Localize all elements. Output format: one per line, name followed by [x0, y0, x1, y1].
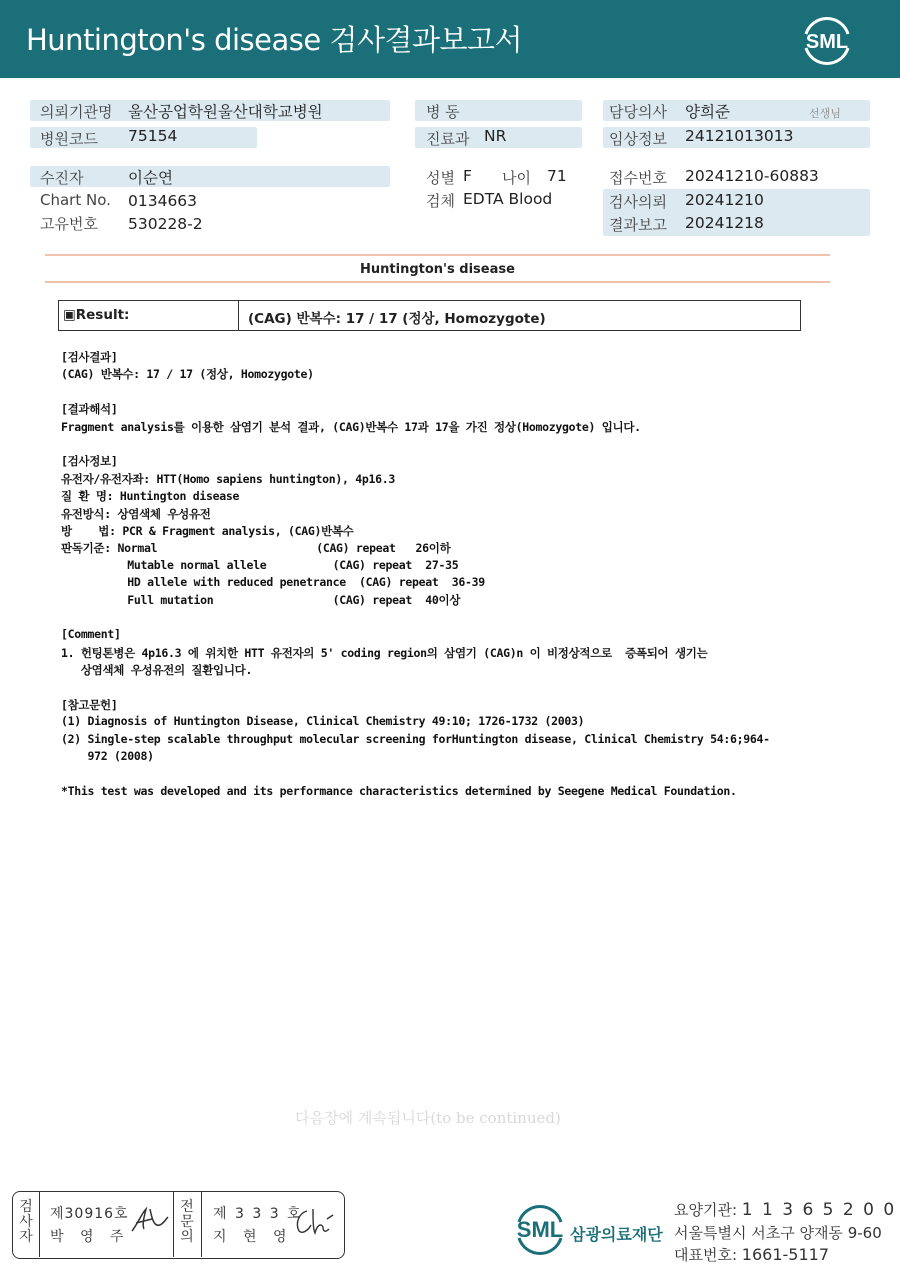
footer-sml-logo-icon — [510, 1200, 570, 1256]
section-rule-bottom — [45, 281, 830, 283]
report-body-line — [61, 384, 770, 401]
report-body-line: Mutable normal allele (CAG) repeat 27-35 — [61, 557, 459, 572]
section-rule-top — [45, 254, 830, 256]
hospital-code-label: 병원코드 — [40, 130, 98, 148]
receipt-no-value: 20241210-60883 — [685, 167, 819, 185]
report-body-line: 유전방식: 상염색체 우성유전 — [61, 506, 211, 521]
report-body-line: 유전자/유전자좌: HTT(Homo sapiens huntington), 4p16.3 — [61, 471, 395, 486]
request-date-value: 20241210 — [685, 191, 764, 209]
department-label: 진료과 — [426, 130, 470, 148]
footer-brand: 삼광의료재단 — [570, 1225, 663, 1244]
hospital-code-value: 75154 — [128, 127, 178, 145]
patient-row — [30, 166, 390, 187]
institution-value: 울산공업학원울산대학교병원 — [128, 103, 323, 121]
chart-no-label: Chart No. — [40, 191, 111, 209]
report-body-line: (CAG) 반복수: 17 / 17 (정상, Homozygote) — [61, 367, 314, 382]
report-body-line: [Comment] — [61, 627, 121, 642]
age-label: 나이 — [502, 169, 531, 187]
report-body-line: HD allele with reduced penetrance (CAG) repeat 36-39 — [61, 575, 485, 590]
report-body-line: 방 법: PCR & Fragment analysis, (CAG)반복수 — [61, 523, 354, 538]
report-body-line: (2) Single-step scalable throughput molecular screening forHuntington disease, Clinical Chemistry 54:6;964- — [61, 731, 770, 746]
report-body-line: [검사정보] — [61, 454, 118, 469]
footer-code-label: 요양기관: — [674, 1201, 738, 1219]
report-body-line — [61, 610, 770, 627]
result-label: ▣Result: — [63, 307, 130, 323]
examiner-signature-icon — [130, 1205, 170, 1235]
section-title: Huntington's disease — [360, 262, 515, 277]
specimen-label: 검체 — [426, 192, 455, 210]
report-date-value: 20241218 — [685, 214, 764, 232]
report-body-line: Fragment analysis를 이용한 삼염기 분석 결과, (CAG)반복수 17과 17을 가진 정상(Homozygote) 입니다. — [61, 419, 641, 434]
receipt-no-label: 접수번호 — [609, 169, 667, 187]
report-body-line: 상염색체 우성유전의 질환입니다. — [61, 663, 253, 678]
patient-label: 수진자 — [40, 169, 84, 187]
continued-note: 다음장에 계속됩니다(to be continued) — [295, 1109, 561, 1127]
specimen-value: EDTA Blood — [463, 190, 553, 208]
specialist-signature-icon — [293, 1205, 335, 1237]
sex-label: 성별 — [426, 169, 455, 187]
specialist-name: 지 현 영 — [213, 1229, 293, 1245]
report-body-line: 1. 헌팅톤병은 4p16.3 에 위치한 HTT 유전자의 5' coding region의 삼염기 (CAG)n 이 비정상적으로 증폭되어 생기는 — [61, 645, 708, 660]
doctor-label: 담당의사 — [609, 103, 667, 121]
sign-divider-3 — [201, 1191, 202, 1257]
report-body-line — [61, 766, 770, 783]
report-body-line: [검사결과] — [61, 350, 118, 364]
report-title: Huntington's disease 검사결과보고서 — [26, 23, 523, 57]
chart-no-value: 0134663 — [128, 192, 198, 210]
sign-divider-2 — [173, 1191, 174, 1257]
specialist-number: 제 3 3 3 호 — [213, 1206, 303, 1222]
report-body-line: (1) Diagnosis of Huntington Disease, Clinical Chemistry 49:10; 1726-1732 (2003) — [61, 714, 585, 729]
report-body-line: 판독기준: Normal (CAG) repeat 26이하 — [61, 541, 451, 556]
request-date-label: 검사의뢰 — [609, 193, 667, 211]
department-value: NR — [484, 127, 507, 145]
footer-phone-label: 대표번호: — [674, 1246, 738, 1264]
footer-address: 서울특별시 서초구 양재동 9-60 — [674, 1224, 882, 1242]
sml-logo-icon — [796, 12, 858, 68]
patient-value: 이순연 — [128, 169, 173, 187]
footer-phone-line — [674, 1244, 829, 1265]
doctor-suffix: 선생님 — [809, 107, 841, 120]
sex-value: F — [463, 167, 472, 185]
unique-no-label: 고유번호 — [40, 215, 98, 233]
doctor-value: 양희준 — [685, 103, 730, 121]
clinical-info-value: 24121013013 — [685, 127, 794, 145]
report-body-line: [참고문헌] — [61, 697, 118, 712]
footer-code-value: 1 1 3 6 5 2 0 0 — [741, 1200, 897, 1220]
sign-divider-1 — [39, 1191, 40, 1257]
report-body-line: *This test was developed and its performance characteristics determined by Seegene Medical Foundation. — [61, 783, 737, 798]
examiner-number: 제30916호 — [50, 1206, 129, 1222]
age-value: 71 — [547, 167, 567, 185]
footer-phone-value: 1661-5117 — [741, 1245, 830, 1264]
specialist-label: 전 문 의 — [180, 1199, 194, 1245]
report-body-line — [61, 436, 770, 453]
clinical-info-label: 임상정보 — [609, 130, 667, 148]
report-body-line: 질 환 명: Huntington disease — [61, 489, 240, 504]
institution-label: 의뢰기관명 — [40, 103, 113, 121]
examiner-name: 박 영 주 — [50, 1229, 130, 1245]
report-body-line: 972 (2008) — [61, 748, 154, 763]
ward-label: 병 동 — [426, 103, 460, 121]
footer-logo-text: SML — [516, 1217, 564, 1242]
sml-logo-text: SML — [805, 31, 849, 53]
unique-no-value: 530228-2 — [128, 215, 203, 233]
report-date-label: 결과보고 — [609, 216, 667, 234]
report-body-line — [61, 679, 770, 696]
report-body — [61, 349, 770, 801]
report-body-line: Full mutation (CAG) repeat 40이상 — [61, 593, 461, 608]
result-divider — [238, 300, 239, 331]
footer-code-line — [674, 1199, 896, 1220]
report-body-line: [결과해석] — [61, 402, 118, 417]
examiner-label: 검 사 자 — [19, 1199, 33, 1245]
result-value: (CAG) 반복수: 17 / 17 (정상, Homozygote) — [248, 311, 546, 327]
